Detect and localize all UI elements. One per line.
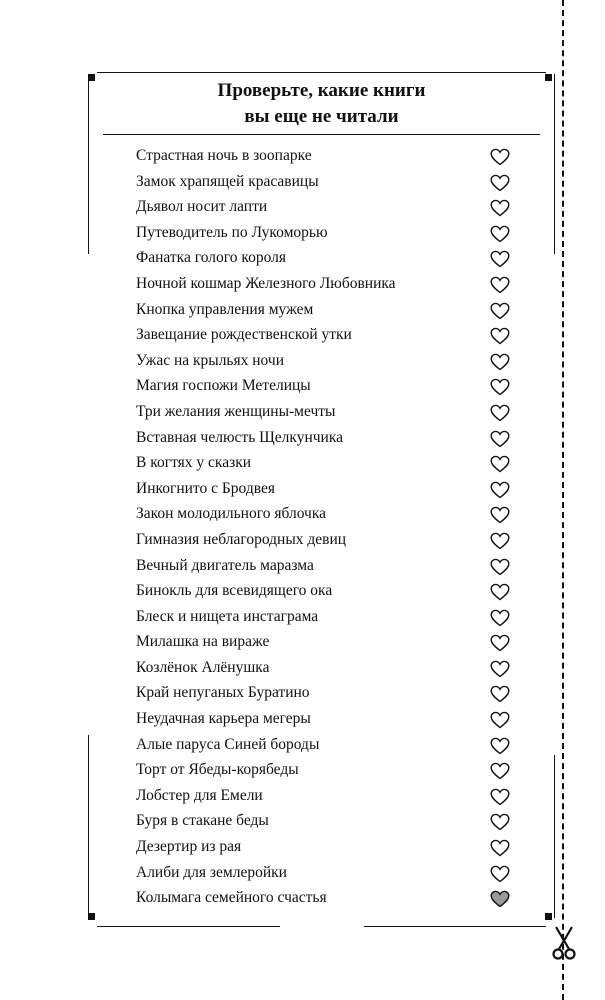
list-item	[136, 348, 516, 374]
heart-icon[interactable]	[490, 250, 510, 268]
scissors-icon	[552, 925, 576, 961]
list-item	[136, 808, 516, 834]
list-item	[136, 297, 516, 323]
heart-icon[interactable]	[490, 430, 510, 448]
list-item	[136, 553, 516, 579]
list-item	[136, 501, 516, 527]
heart-icon[interactable]	[490, 378, 510, 396]
heart-icon[interactable]	[490, 839, 510, 857]
heart-icon[interactable]	[490, 737, 510, 755]
book-title: Буря в стакане беды	[136, 812, 269, 830]
list-item	[136, 245, 516, 271]
frame-right-line-top	[554, 74, 555, 254]
heart-icon[interactable]	[490, 813, 510, 831]
list-item	[136, 399, 516, 425]
list-item	[136, 757, 516, 783]
list-item	[136, 860, 516, 886]
book-title: Алые паруса Синей бороды	[136, 735, 320, 753]
heart-icon[interactable]	[490, 506, 510, 524]
heart-icon[interactable]	[490, 634, 510, 652]
heart-icon[interactable]	[490, 865, 510, 883]
frame-top-line	[97, 72, 546, 73]
heart-icon[interactable]	[490, 455, 510, 473]
page-title	[103, 78, 540, 130]
list-item	[136, 834, 516, 860]
book-title: Блеск и нищета инстаграма	[136, 607, 319, 625]
heart-icon[interactable]	[490, 532, 510, 550]
book-title: Торт от Ябеды-корябеды	[136, 761, 299, 779]
heart-icon[interactable]	[490, 609, 510, 627]
book-title: Край непуганых Буратино	[136, 684, 310, 702]
frame-left-line-top	[88, 74, 89, 254]
list-item	[136, 604, 516, 630]
book-title: Путеводитель по Лукоморью	[136, 223, 328, 241]
list-item	[136, 450, 516, 476]
heart-icon[interactable]	[490, 148, 510, 166]
book-title: Бинокль для всевидящего ока	[136, 582, 333, 600]
list-item	[136, 655, 516, 681]
page-title-line-1: Проверьте, какие книги	[217, 80, 426, 101]
book-title: Милашка на вираже	[136, 633, 270, 651]
book-title: Фанатка голого короля	[136, 249, 286, 267]
list-item	[136, 476, 516, 502]
list-item	[136, 143, 516, 169]
book-title: Вставная челюсть Щелкунчика	[136, 428, 344, 446]
book-title: Ужас на крыльях ночи	[136, 351, 284, 369]
list-item	[136, 220, 516, 246]
book-title: Ночной кошмар Железного Любовника	[136, 274, 396, 292]
heart-icon[interactable]	[490, 174, 510, 192]
book-checklist	[136, 143, 516, 911]
book-title: Вечный двигатель маразма	[136, 556, 314, 574]
heart-icon[interactable]	[490, 276, 510, 294]
list-item	[136, 885, 516, 911]
frame-left-line-bottom	[88, 735, 89, 918]
heart-icon[interactable]	[490, 199, 510, 217]
frame-bottom-line-right	[364, 926, 546, 927]
list-item	[136, 322, 516, 348]
list-item	[136, 194, 516, 220]
list-item	[136, 527, 516, 553]
title-divider	[103, 134, 540, 135]
frame-bottom-line-left	[97, 926, 280, 927]
book-title: Страстная ночь в зоопарке	[136, 147, 312, 164]
heart-icon[interactable]	[490, 302, 510, 320]
list-item	[136, 732, 516, 758]
heart-icon[interactable]	[490, 788, 510, 806]
heart-icon[interactable]	[490, 583, 510, 601]
list-item	[136, 578, 516, 604]
book-title: Магия госпожи Метелицы	[136, 377, 311, 395]
frame-corner-bottom-right	[545, 913, 552, 920]
heart-icon[interactable]	[490, 404, 510, 422]
frame-corner-bottom-left	[88, 913, 95, 920]
book-title: Три желания женщины-мечты	[136, 402, 336, 420]
book-title: Завещание рождественской утки	[136, 326, 352, 344]
frame-corner-top-left	[88, 74, 95, 81]
list-item	[136, 706, 516, 732]
book-title: Дьявол носит лапти	[136, 198, 268, 216]
book-title: Козлёнок Алёнушка	[136, 658, 270, 676]
book-title: Гимназия неблагородных девиц	[136, 530, 347, 548]
list-item	[136, 783, 516, 809]
list-item	[136, 373, 516, 399]
book-title: Неудачная карьера мегеры	[136, 710, 311, 728]
heart-icon[interactable]	[490, 685, 510, 703]
list-item	[136, 629, 516, 655]
book-title: Кнопка управления мужем	[136, 300, 314, 318]
book-title: Дезертир из рая	[136, 838, 242, 856]
page-title-line-2: вы еще не читали	[244, 106, 399, 127]
heart-icon[interactable]	[490, 890, 510, 908]
heart-icon[interactable]	[490, 762, 510, 780]
frame-right-line-bottom	[554, 755, 555, 918]
book-title: Лобстер для Емели	[136, 786, 263, 804]
heart-icon[interactable]	[490, 481, 510, 499]
list-item	[136, 680, 516, 706]
frame-corner-top-right	[545, 74, 552, 81]
book-title: В когтях у сказки	[136, 454, 252, 472]
heart-icon[interactable]	[490, 225, 510, 243]
list-item	[136, 425, 516, 451]
list-item	[136, 169, 516, 195]
dashed-cut-line	[562, 0, 564, 1000]
book-title: Алиби для землеройки	[136, 863, 287, 881]
book-title: Замок храпящей красавицы	[136, 172, 319, 190]
heart-icon[interactable]	[490, 660, 510, 678]
heart-icon[interactable]	[490, 711, 510, 729]
book-title: Инкогнито с Бродвея	[136, 479, 275, 497]
list-item	[136, 271, 516, 297]
book-title: Закон молодильного яблочка	[136, 505, 327, 523]
heart-icon[interactable]	[490, 353, 510, 371]
book-title: Колымага семейного счастья	[136, 889, 327, 907]
heart-icon[interactable]	[490, 558, 510, 576]
heart-icon[interactable]	[490, 327, 510, 345]
